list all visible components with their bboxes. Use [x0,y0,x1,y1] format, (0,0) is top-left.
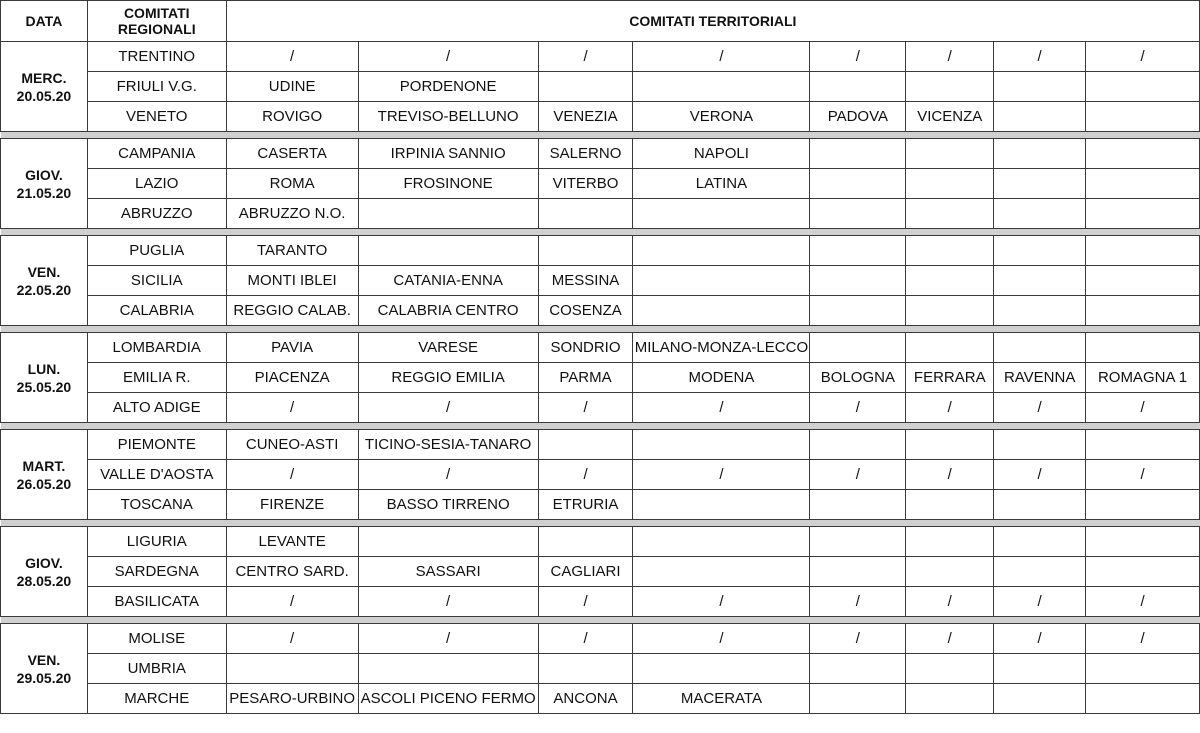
date-label: 25.05.20 [16,378,72,395]
day-separator-bar [1,423,1200,430]
regional-committee-cell: UMBRIA [87,654,226,684]
territorial-committee-cell: / [633,42,810,72]
territorial-committee-cell: / [1086,587,1200,617]
weekday-label: MART. [22,457,66,474]
territorial-committee-cell [810,296,906,326]
regional-committee-cell: ABRUZZO [87,199,226,229]
territorial-committee-cell [538,654,633,684]
territorial-committee-cell [1086,430,1200,460]
territorial-committee-cell [906,430,994,460]
table-row [1,393,1200,423]
territorial-committee-cell [994,102,1086,132]
day-separator [1,326,1200,333]
table-row [1,236,1200,266]
territorial-committee-cell: ROMAGNA 1 [1086,363,1200,393]
day-separator-bar [1,326,1200,333]
territorial-committee-cell [994,72,1086,102]
day-separator-bar [1,132,1200,139]
table-row [1,587,1200,617]
territorial-committee-cell: / [1086,624,1200,654]
territorial-committee-cell [906,527,994,557]
territorial-committee-cell: / [994,42,1086,72]
territorial-committee-cell: PESARO-URBINO [226,684,358,714]
weekday-label: VEN. [27,651,61,668]
territorial-committee-cell [994,527,1086,557]
territorial-committee-cell: REGGIO EMILIA [358,363,538,393]
territorial-committee-cell: SALERNO [538,139,633,169]
territorial-committee-cell [906,169,994,199]
territorial-committee-cell [358,236,538,266]
territorial-committee-cell: / [538,460,633,490]
regional-committee-cell: TOSCANA [87,490,226,520]
territorial-committee-cell [906,72,994,102]
territorial-committee-cell: / [226,624,358,654]
territorial-committee-cell [226,654,358,684]
territorial-committee-cell [994,333,1086,363]
territorial-committee-cell: PAVIA [226,333,358,363]
territorial-committee-cell: MODENA [633,363,810,393]
territorial-committee-cell: VICENZA [906,102,994,132]
territorial-committee-cell: / [994,393,1086,423]
territorial-committee-cell [358,654,538,684]
territorial-committee-cell [1086,654,1200,684]
territorial-committee-cell: SASSARI [358,557,538,587]
territorial-committees-header: COMITATI TERRITORIALI [226,1,1199,42]
territorial-committee-cell [994,139,1086,169]
regional-committee-cell: FRIULI V.G. [87,72,226,102]
territorial-committee-cell: ABRUZZO N.O. [226,199,358,229]
territorial-committee-cell: / [538,393,633,423]
territorial-committee-cell: BASSO TIRRENO [358,490,538,520]
territorial-committee-cell: MACERATA [633,684,810,714]
territorial-committee-cell: PARMA [538,363,633,393]
territorial-committee-cell [1086,557,1200,587]
table-row [1,430,1200,460]
territorial-committee-cell: / [906,42,994,72]
date-label: 22.05.20 [16,281,72,298]
territorial-committee-cell [810,199,906,229]
territorial-committee-cell: TARANTO [226,236,358,266]
table-row [1,363,1200,393]
regional-committee-cell: PIEMONTE [87,430,226,460]
territorial-committee-cell [906,684,994,714]
table-row [1,527,1200,557]
date-label: 29.05.20 [16,669,72,686]
territorial-committee-cell: CAGLIARI [538,557,633,587]
territorial-committee-cell: PADOVA [810,102,906,132]
schedule-body [1,42,1200,714]
territorial-committee-cell: SONDRIO [538,333,633,363]
date-cell [1,624,88,714]
territorial-committee-cell: LATINA [633,169,810,199]
territorial-committee-cell [810,72,906,102]
territorial-committee-cell: / [906,587,994,617]
table-row [1,72,1200,102]
territorial-committee-cell: CALABRIA CENTRO [358,296,538,326]
territorial-committee-cell [810,654,906,684]
territorial-committee-cell: / [906,460,994,490]
territorial-committee-cell [810,169,906,199]
territorial-committee-cell: VITERBO [538,169,633,199]
territorial-committee-cell: CENTRO SARD. [226,557,358,587]
territorial-committee-cell: / [538,587,633,617]
regional-committee-cell: LOMBARDIA [87,333,226,363]
territorial-committee-cell: / [810,587,906,617]
territorial-committee-cell [906,333,994,363]
territorial-committee-cell [906,199,994,229]
territorial-committee-cell: / [810,393,906,423]
territorial-committee-cell: ANCONA [538,684,633,714]
table-row [1,199,1200,229]
table-row [1,102,1200,132]
territorial-committee-cell [994,169,1086,199]
territorial-committee-cell [1086,199,1200,229]
territorial-committee-cell: / [226,460,358,490]
territorial-committee-cell [906,490,994,520]
territorial-committee-cell: ETRURIA [538,490,633,520]
territorial-committee-cell [906,139,994,169]
territorial-committee-cell: VENEZIA [538,102,633,132]
territorial-committee-cell [1086,102,1200,132]
territorial-committee-cell: NAPOLI [633,139,810,169]
territorial-committee-cell: / [358,393,538,423]
territorial-committee-cell: / [1086,42,1200,72]
territorial-committee-cell [538,527,633,557]
territorial-committee-cell: VARESE [358,333,538,363]
territorial-committee-cell [633,430,810,460]
territorial-committee-cell [994,236,1086,266]
territorial-committee-cell [810,684,906,714]
table-row [1,490,1200,520]
territorial-committee-cell: ASCOLI PICENO FERMO [358,684,538,714]
territorial-committee-cell: FROSINONE [358,169,538,199]
territorial-committee-cell: / [358,42,538,72]
table-row [1,460,1200,490]
territorial-committee-cell: / [226,393,358,423]
territorial-committee-cell [538,430,633,460]
territorial-committee-cell [906,296,994,326]
territorial-committee-cell: / [810,42,906,72]
territorial-committee-cell [1086,296,1200,326]
territorial-committee-cell [1086,139,1200,169]
territorial-committee-cell [810,557,906,587]
territorial-committee-cell: / [906,624,994,654]
territorial-committee-cell [633,266,810,296]
weekday-label: GIOV. [25,166,63,183]
regional-committee-cell: EMILIA R. [87,363,226,393]
table-row [1,557,1200,587]
territorial-committee-cell [1086,169,1200,199]
territorial-committee-cell: / [906,393,994,423]
territorial-committee-cell [633,654,810,684]
date-cell [1,430,88,520]
territorial-committee-cell: ROMA [226,169,358,199]
table-row [1,624,1200,654]
day-separator-bar [1,617,1200,624]
territorial-committee-cell [994,490,1086,520]
date-label: 28.05.20 [16,572,72,589]
territorial-committee-cell [906,654,994,684]
territorial-committee-cell [633,490,810,520]
regional-committee-cell: LIGURIA [87,527,226,557]
territorial-committee-cell: / [633,393,810,423]
territorial-committee-cell: MILANO-MONZA-LECCO [633,333,810,363]
territorial-committee-cell [994,684,1086,714]
territorial-committee-cell [810,236,906,266]
day-separator-bar [1,520,1200,527]
territorial-committee-cell: TREVISO-BELLUNO [358,102,538,132]
territorial-committee-cell [358,199,538,229]
territorial-committee-cell [810,527,906,557]
territorial-committee-cell: / [1086,393,1200,423]
territorial-committee-cell [1086,527,1200,557]
territorial-committee-cell [1086,266,1200,296]
regional-committee-cell: BASILICATA [87,587,226,617]
regional-committee-cell: MOLISE [87,624,226,654]
territorial-committee-cell [906,236,994,266]
territorial-committee-cell: LEVANTE [226,527,358,557]
regional-committee-cell: CALABRIA [87,296,226,326]
territorial-committee-cell: / [633,460,810,490]
date-cell [1,236,88,326]
day-separator [1,423,1200,430]
regional-committee-cell: TRENTINO [87,42,226,72]
date-cell [1,527,88,617]
weekday-label: MERC. [21,69,67,86]
date-column-header: DATA [1,1,88,42]
territorial-committee-cell [633,72,810,102]
header-row [1,1,1200,42]
territorial-committee-cell [633,527,810,557]
territorial-committee-cell: PIACENZA [226,363,358,393]
territorial-committee-cell: FIRENZE [226,490,358,520]
territorial-committee-cell [633,557,810,587]
territorial-committee-cell [1086,72,1200,102]
territorial-committee-cell: / [358,587,538,617]
territorial-committee-cell [538,236,633,266]
weekday-label: GIOV. [25,554,63,571]
date-label: 26.05.20 [16,475,72,492]
territorial-committee-cell: IRPINIA SANNIO [358,139,538,169]
territorial-committee-cell [1086,490,1200,520]
territorial-committee-cell: / [810,624,906,654]
territorial-committee-cell: UDINE [226,72,358,102]
day-separator-bar [1,229,1200,236]
territorial-committee-cell: / [538,42,633,72]
territorial-committee-cell: ROVIGO [226,102,358,132]
regional-committee-cell: ALTO ADIGE [87,393,226,423]
territorial-committee-cell: PORDENONE [358,72,538,102]
territorial-committee-cell [994,296,1086,326]
territorial-committee-cell: MONTI IBLEI [226,266,358,296]
territorial-committee-cell: MESSINA [538,266,633,296]
territorial-committee-cell: FERRARA [906,363,994,393]
territorial-committee-cell: CASERTA [226,139,358,169]
territorial-committee-cell: / [810,460,906,490]
regional-committees-header: COMITATI REGIONALI [87,1,226,42]
regional-committee-cell: LAZIO [87,169,226,199]
table-row [1,684,1200,714]
territorial-committee-cell: / [994,624,1086,654]
weekday-label: LUN. [27,360,61,377]
territorial-committee-cell [994,266,1086,296]
table-row [1,333,1200,363]
territorial-committee-cell: TICINO-SESIA-TANARO [358,430,538,460]
territorial-committee-cell [810,490,906,520]
territorial-committee-cell: RAVENNA [994,363,1086,393]
date-cell [1,333,88,423]
regional-committee-cell: MARCHE [87,684,226,714]
table-row [1,169,1200,199]
table-row [1,266,1200,296]
territorial-committee-cell [994,430,1086,460]
table-row [1,139,1200,169]
territorial-committee-cell [1086,236,1200,266]
territorial-committee-cell: / [994,460,1086,490]
regional-committee-cell: VENETO [87,102,226,132]
date-cell [1,42,88,132]
territorial-committee-cell: / [633,587,810,617]
territorial-committee-cell: / [538,624,633,654]
territorial-committee-cell [1086,684,1200,714]
territorial-committee-cell [633,199,810,229]
regional-committee-cell: CAMPANIA [87,139,226,169]
date-label: 20.05.20 [16,87,72,104]
territorial-committee-cell [994,654,1086,684]
day-separator [1,617,1200,624]
territorial-committee-cell: VERONA [633,102,810,132]
territorial-committee-cell [538,199,633,229]
territorial-committee-cell [1086,333,1200,363]
table-row [1,296,1200,326]
day-separator [1,520,1200,527]
regional-committee-cell: VALLE D'AOSTA [87,460,226,490]
territorial-committee-cell [633,236,810,266]
territorial-committee-cell [633,296,810,326]
regional-committee-cell: SARDEGNA [87,557,226,587]
territorial-committee-cell [994,557,1086,587]
regional-committee-cell: PUGLIA [87,236,226,266]
territorial-committee-cell: CATANIA-ENNA [358,266,538,296]
table-row [1,42,1200,72]
weekday-label: VEN. [27,263,61,280]
date-label: 21.05.20 [16,184,72,201]
territorial-committee-cell [810,430,906,460]
territorial-committee-cell: / [358,624,538,654]
territorial-committee-cell [810,139,906,169]
table-row [1,654,1200,684]
territorial-committee-cell: / [358,460,538,490]
territorial-committee-cell [994,199,1086,229]
territorial-committee-cell [810,333,906,363]
territorial-committee-cell [810,266,906,296]
territorial-committee-cell: / [994,587,1086,617]
territorial-committee-cell [906,557,994,587]
territorial-committee-cell [538,72,633,102]
day-separator [1,229,1200,236]
day-separator [1,132,1200,139]
territorial-committee-cell: REGGIO CALAB. [226,296,358,326]
territorial-committee-cell: / [226,42,358,72]
territorial-committee-cell: / [1086,460,1200,490]
regional-committee-cell: SICILIA [87,266,226,296]
territorial-committee-cell: CUNEO-ASTI [226,430,358,460]
territorial-committee-cell: COSENZA [538,296,633,326]
date-cell [1,139,88,229]
territorial-committee-cell [358,527,538,557]
territorial-committee-cell: BOLOGNA [810,363,906,393]
territorial-committee-cell [906,266,994,296]
territorial-committee-cell: / [226,587,358,617]
territorial-committee-cell: / [633,624,810,654]
